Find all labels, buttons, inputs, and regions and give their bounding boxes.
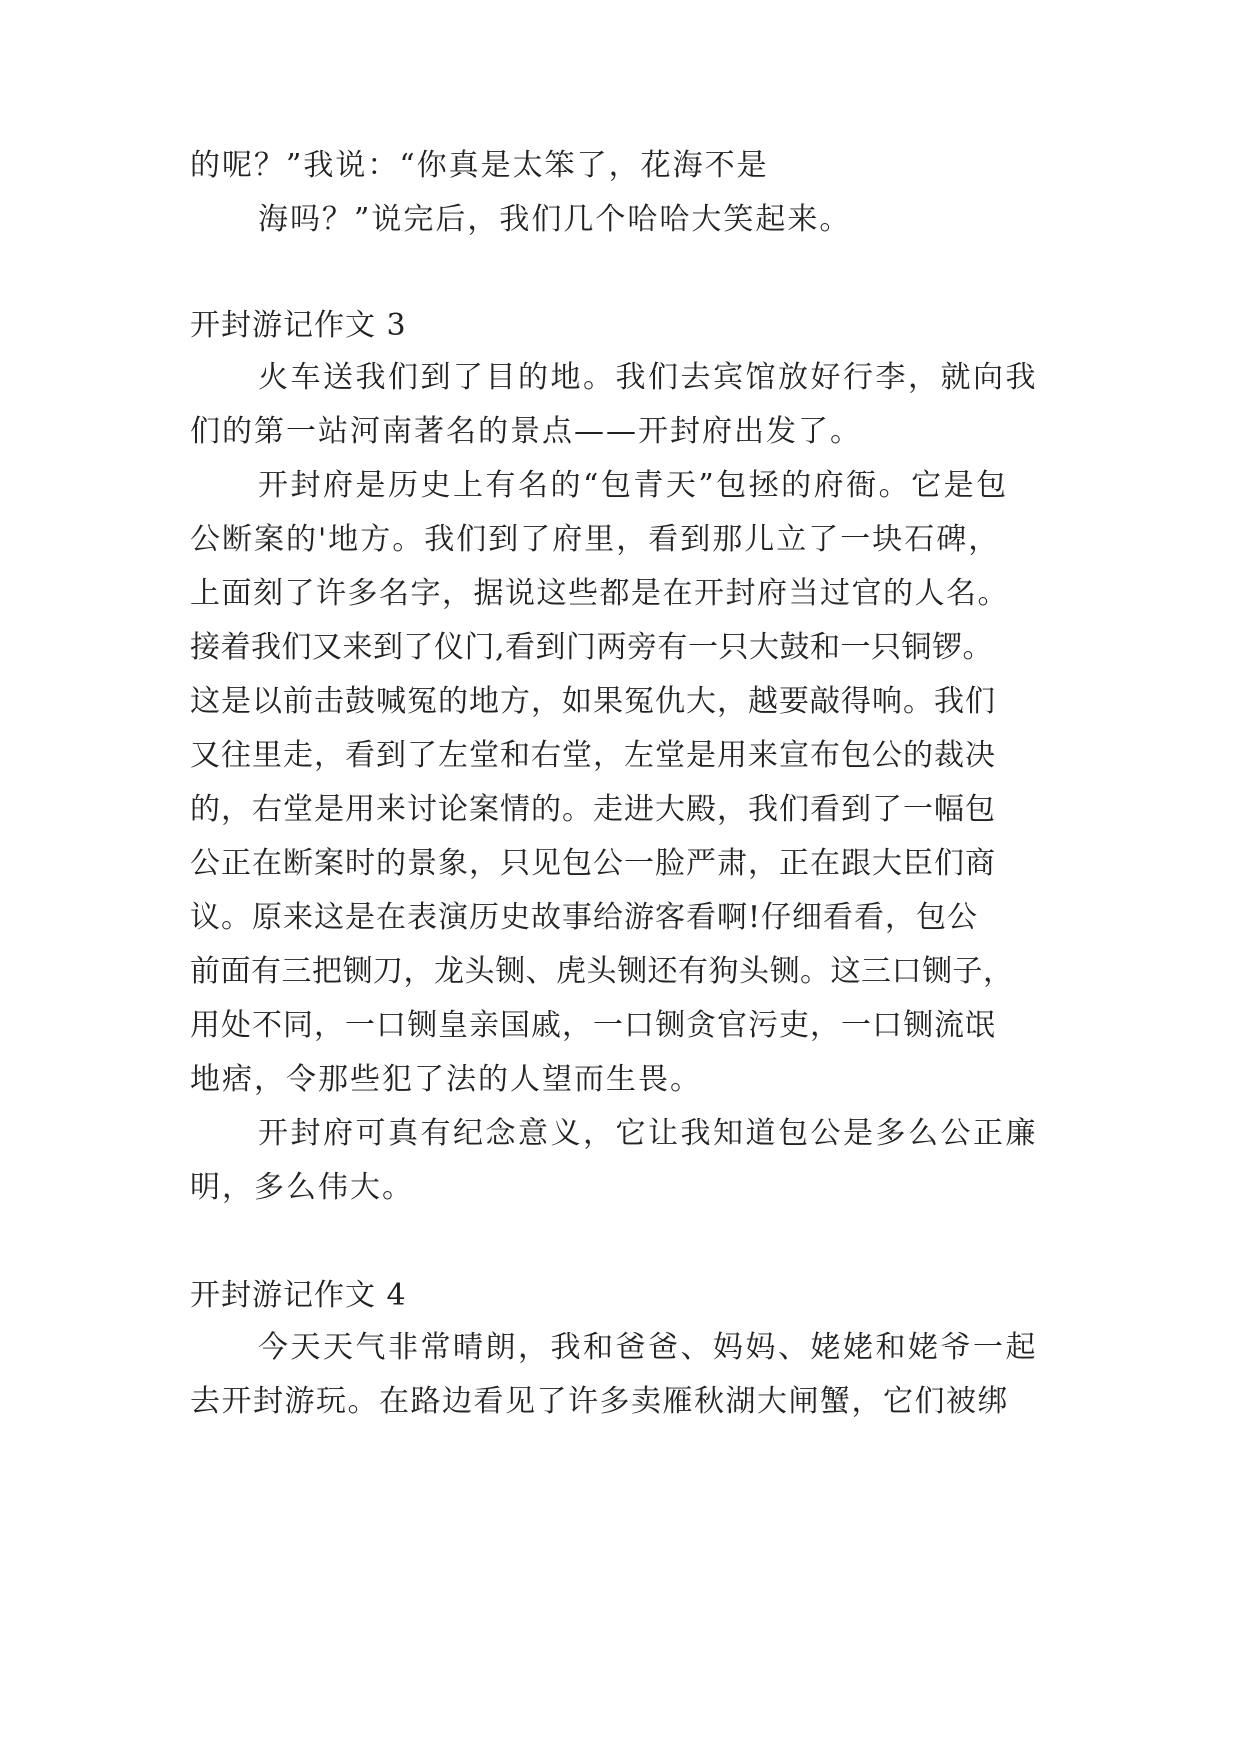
paragraph-line: 火车送我们到了目的地。我们去宾馆放好行李，就向我 [258,360,1038,395]
paragraph-line: 又往里走，看到了左堂和右堂，左堂是用来宣布包公的裁决 [190,738,996,773]
paragraph-line: 地痞，令那些犯了法的人望而生畏。 [190,1062,702,1097]
paragraph-line: 议。原来这是在表演历史故事给游客看啊!仔细看看，包公 [190,900,979,935]
paragraph-line: 公断案的'地方。我们到了府里，看到那儿立了一块石碑， [190,522,1001,557]
paragraph-line: 开封府可真有纪念意义，它让我知道包公是多么公正廉 [258,1116,1038,1151]
paragraph-line: 前面有三把铡刀，龙头铡、虎头铡还有狗头铡。这三口铡子， [190,954,1014,989]
paragraph-line: 的呢？”我说：“你真是太笨了，花海不是 [190,148,769,183]
paragraph-line: 用处不同，一口铡皇亲国戚，一口铡贪官污吏，一口铡流氓 [190,1008,996,1043]
paragraph-line: 明，多么伟大。 [190,1170,414,1205]
paragraph-line: 的，右堂是用来讨论案情的。走进大殿，我们看到了一幅包 [190,792,996,827]
paragraph-line: 今天天气非常晴朗，我和爸爸、妈妈、姥姥和姥爷一起 [258,1330,1038,1365]
paragraph-line: 接着我们又来到了仪门,看到门两旁有一只大鼓和一只铜锣。 [190,630,994,665]
paragraph-line: 们的第一站河南著名的景点——开封府出发了。 [190,414,862,449]
paragraph-line: 去开封游玩。在路边看见了许多卖雁秋湖大闸蟹，它们被绑 [190,1384,1009,1419]
paragraph-line: 开封府是历史上有名的“包青天”包拯的府衙。它是包 [258,468,1009,503]
paragraph-line: 海吗？”说完后，我们几个哈哈大笑起来。 [258,202,852,237]
paragraph-line: 这是以前击鼓喊冤的地方，如果冤仇大，越要敲得响。我们 [190,684,996,719]
paragraph-line: 公正在断案时的景象，只见包公一脸严肃，正在跟大臣们商 [190,846,996,881]
paragraph-line: 上面刻了许多名字，据说这些都是在开封府当过官的人名。 [190,576,1009,611]
section-title: 开封游记作文 3 [190,308,407,343]
section-title: 开封游记作文 4 [190,1278,407,1313]
